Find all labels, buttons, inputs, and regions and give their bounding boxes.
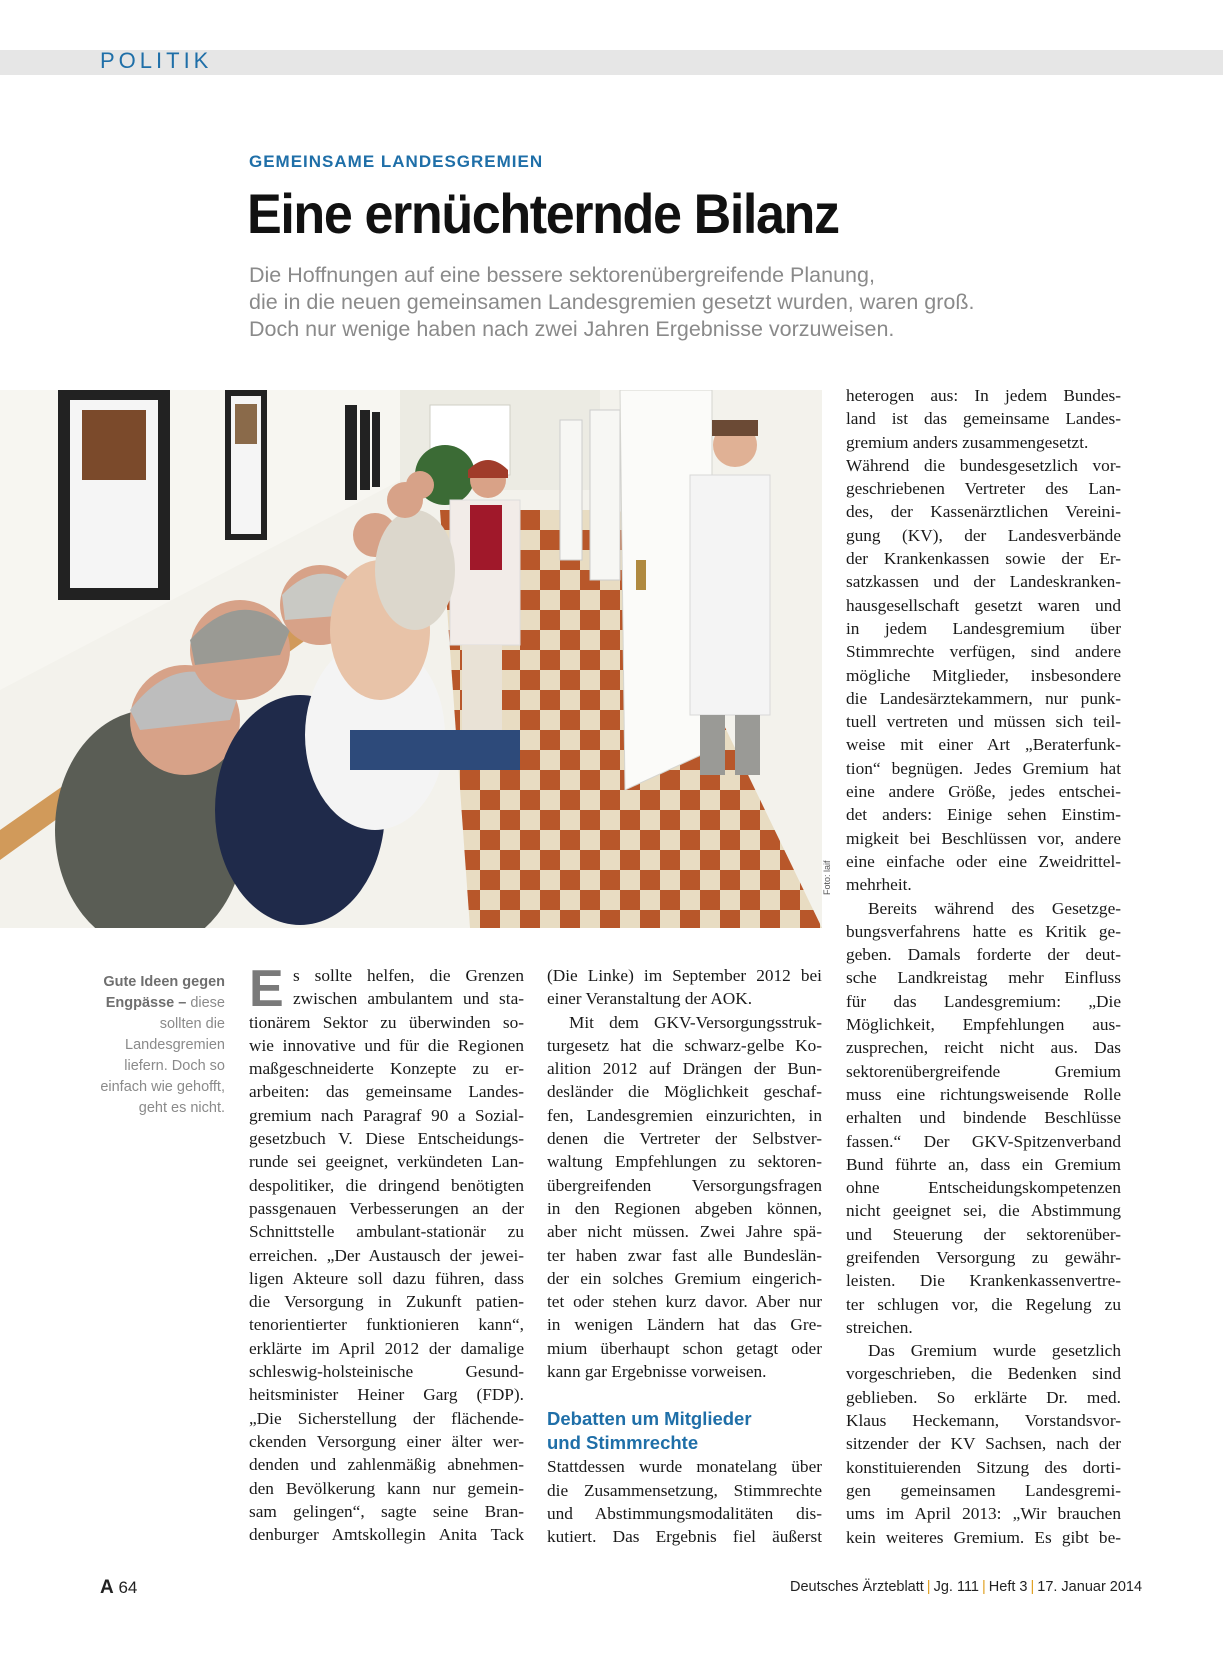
body-line: mögliche Mitglieder, insbesondere	[846, 665, 1121, 685]
drop-cap: E	[249, 960, 284, 1018]
journal-issue: Heft 3	[988, 1579, 1028, 1595]
body-line: nicht geeignet sei, die Abstimmung	[846, 1201, 1121, 1221]
body-line: gung (KV), der Landesverbände	[846, 525, 1121, 545]
body-line: konstituierenden Sitzung des dorti-	[846, 1457, 1121, 1477]
body-line: aber nicht müssen. Zwei Jahre spä-	[547, 1222, 822, 1242]
body-line: streichen.	[846, 1317, 913, 1337]
body-line: tet oder stehen kurz davor. Aber nur	[547, 1292, 822, 1312]
journal-volume: Jg. 111	[933, 1579, 979, 1595]
body-line: zusprechen, reicht nicht aus. Das	[846, 1038, 1121, 1058]
body-line: Möglichkeit, Empfehlungen aus-	[846, 1015, 1121, 1035]
subhead-line: Debatten um Mitglieder	[547, 1408, 752, 1430]
body-line: und Abstimmungsmodalitäten dis-	[547, 1503, 822, 1523]
body-line: runde sei geeignet, verkündeten Lan-	[249, 1152, 524, 1172]
section-subhead	[547, 1407, 822, 1455]
body-line: heitsminister Heiner Garg (FDP).	[249, 1385, 524, 1405]
lead-line: Doch nur wenige haben nach zwei Jahren Ergebnisse vorzuweisen.	[249, 317, 895, 341]
body-line: des, der Kassenärztlichen Vereini-	[846, 502, 1121, 522]
body-line: Schnittstelle ambulant-stationär zu	[249, 1222, 524, 1242]
body-line: fassen.“ Der GKV-Spitzenverband	[846, 1131, 1121, 1151]
body-line: leisten. Die Krankenkassenvertre-	[846, 1271, 1121, 1291]
body-line: arbeiten: das gemeinsame Landes-	[249, 1082, 524, 1102]
body-line: satzkassen und der Landeskranken-	[846, 572, 1121, 592]
body-line: „Die Sicherstellung der flächende-	[249, 1408, 524, 1428]
page-prefix: A	[100, 1577, 114, 1598]
lead-line: die in die neuen gemeinsamen Landesgremien gesetzt wurden, waren groß.	[249, 290, 975, 314]
body-line: kann gar Ergebnisse vorweisen.	[547, 1362, 767, 1382]
body-line: gesetzbuch V. Diese Entscheidungs-	[249, 1129, 524, 1149]
body-line: eine einfache oder eine Zweidrittel-	[846, 851, 1121, 871]
body-line: weise mit einer Art „Beraterfunk-	[846, 735, 1121, 755]
waiting-room-image	[0, 390, 822, 928]
body-line: turgesetz hat die schwarz-gelbe Ko-	[547, 1035, 822, 1055]
body-line: ohne Entscheidungskompetenzen	[846, 1178, 1121, 1198]
body-line: für das Landesgremium: „Die	[846, 991, 1121, 1011]
body-line: erklärte im April 2012 der damalige	[249, 1338, 524, 1358]
body-line: in jedem Landesgremium über	[846, 618, 1121, 638]
body-line: sam gelingen“, sagte seine Bran-	[249, 1501, 524, 1521]
article-headline: Eine ernüchternde Bilanz	[247, 182, 839, 245]
body-line: Stattdessen wurde monatelang über	[547, 1457, 822, 1477]
body-line: geschriebenen Vertreter des Lan-	[846, 479, 1121, 499]
caption-bold: Gute Ideen gegen Engpässe –	[103, 974, 225, 1011]
body-line: migkeit bei Beschlüssen vor, andere	[846, 828, 1121, 848]
body-line: passgenauen Verbesserungen an der	[249, 1198, 524, 1218]
body-line: hausgesellschaft gesetzt waren und	[846, 595, 1121, 615]
subhead-line: und Stimmrechte	[547, 1432, 699, 1454]
caption-text: diese sollten die Landesgremien liefern. Doch so einfach wie gehofft, geht es nicht.	[100, 995, 225, 1116]
body-line: tionärem Sektor zu überwinden so-	[249, 1012, 524, 1032]
body-line: sektorenübergreifende Gremium	[846, 1061, 1121, 1081]
body-line: maßgeschneiderte Konzepte zu er-	[249, 1059, 524, 1079]
body-line: Klaus Heckemann, Vorstandsvor-	[846, 1411, 1121, 1431]
section-label: POLITIK	[100, 48, 213, 73]
body-line: die Zusammensetzung, Stimmrechte	[547, 1480, 822, 1500]
body-line: Bund führte an, dass ein Gremium	[846, 1154, 1121, 1174]
body-line: kein weiteres Gremium. Es gibt be-	[846, 1527, 1121, 1547]
body-line: sche Landkreistag mehr Einfluss	[846, 968, 1121, 988]
body-line: det anders: Einige sehen Einstim-	[846, 805, 1121, 825]
body-line: Mit dem GKV-Versorgungsstruk-	[569, 1012, 822, 1032]
photo-credit: Foto: laif	[822, 860, 832, 895]
body-line: greifenden Versorgung zu gewähr-	[846, 1247, 1121, 1267]
body-line: mium überhaupt schon getagt oder	[547, 1338, 822, 1358]
body-line: muss eine richtungsweisende Rolle	[846, 1084, 1121, 1104]
body-column-3	[846, 384, 1121, 1549]
body-line: denden und zahlenmäßig abnehmen-	[249, 1455, 524, 1475]
body-line: in wenigen Ländern hat das Gre-	[547, 1315, 822, 1335]
body-line: mehrheit.	[846, 875, 912, 895]
body-line: geblieben. So erklärte Dr. med.	[846, 1387, 1121, 1407]
body-line: denburger Amtskollegin Anita Tack	[249, 1525, 524, 1545]
body-line: erhalten und bindende Beschlüsse	[846, 1108, 1121, 1128]
body-line: gremium anders zusammengesetzt.	[846, 432, 1089, 452]
article-kicker: GEMEINSAME LANDESGREMIEN	[249, 152, 544, 171]
body-line: die Landesärztekammern, nur punk-	[846, 688, 1121, 708]
body-line: vorgeschrieben, die Bedenken sind	[846, 1364, 1121, 1384]
body-line: zwischen ambulantem und sta-	[293, 989, 524, 1009]
body-line: eine andere Größe, jedes entschei-	[846, 782, 1121, 802]
page-number	[100, 1577, 137, 1599]
body-line: fen, Landesgremien einzurichten, in	[547, 1105, 822, 1125]
body-line: gremium nach Paragraf 90 a Sozial-	[249, 1105, 524, 1125]
article-photo	[0, 390, 822, 928]
body-line: wie innovative und für die Regionen	[249, 1035, 524, 1055]
body-line: tenorientierter funktionieren kann“,	[249, 1315, 524, 1335]
body-line: waltung Empfehlungen zu sektoren-	[547, 1152, 822, 1172]
body-line: schleswig-holsteinische Gesund-	[249, 1362, 524, 1382]
body-line: ums im April 2013: „Wir brauchen	[846, 1504, 1121, 1524]
body-line: heterogen aus: In jedem Bundes-	[846, 386, 1121, 405]
body-line: denen die Vertreter der Selbstver-	[547, 1129, 822, 1149]
body-line: Während die bundesgesetzlich vor-	[846, 455, 1121, 475]
page-number-value: 64	[118, 1578, 138, 1597]
body-line: übergreifenden Versorgungsfragen	[547, 1175, 822, 1195]
body-line: ter schlugen vor, die Regelung zu	[846, 1294, 1121, 1314]
body-line: der ein solches Gremium eingerich-	[547, 1268, 822, 1288]
body-line: und Steuerung der sektorenüber-	[846, 1224, 1121, 1244]
body-line: die Versorgung in Zukunft patien-	[249, 1292, 524, 1312]
journal-date: 17. Januar 2014	[1037, 1579, 1143, 1595]
body-line: Bereits während des Gesetzge-	[868, 898, 1121, 918]
body-line: sitzender der KV Sachsen, nach der	[846, 1434, 1121, 1454]
body-line: ter haben zwar fast alle Bundeslän-	[547, 1245, 822, 1265]
photo-caption	[90, 972, 225, 1119]
body-line: den Bevölkerung kann nur gemein-	[249, 1478, 524, 1498]
body-line: der Krankenkassen sowie der Er-	[846, 549, 1121, 569]
body-line: erreichen. „Der Austausch der jewei-	[249, 1245, 524, 1265]
body-line: s sollte helfen, die Grenzen	[293, 966, 524, 985]
body-line: bungsverfahrens hatte es Kritik ge-	[846, 921, 1121, 941]
body-line: ckenden Versorgung einer älter wer-	[249, 1431, 524, 1451]
body-line: in den Regionen abgeben können,	[547, 1198, 822, 1218]
body-line: despolitiker, die dringend benötigten	[249, 1175, 524, 1195]
body-line: geben. Damals forderte der deut-	[846, 945, 1121, 965]
body-line: land ist das gemeinsame Landes-	[846, 409, 1121, 429]
body-line: ligen Akteure soll dazu führen, dass	[249, 1268, 524, 1288]
journal-name: Deutsches Ärzteblatt	[790, 1579, 924, 1595]
body-line: einer Veranstaltung der AOK.	[547, 989, 753, 1009]
body-line: alition 2012 auf Drängen der Bun-	[547, 1059, 822, 1079]
body-line: Stimmrechte verfügen, sind andere	[846, 642, 1121, 662]
body-line: desländer die Möglichkeit geschaf-	[547, 1082, 822, 1102]
body-line: kutiert. Das Ergebnis fiel äußerst	[547, 1527, 822, 1547]
body-line: gen gemeinsamen Landesgremi-	[846, 1480, 1121, 1500]
body-line: (Die Linke) im September 2012 bei	[547, 966, 822, 985]
article-lead	[249, 262, 1089, 343]
lead-line: Die Hoffnungen auf eine bessere sektorenübergreifende Planung,	[249, 263, 875, 287]
body-line: Das Gremium wurde gesetzlich	[868, 1341, 1121, 1361]
body-line: tuell vertreten und müssen sich teil-	[846, 712, 1121, 732]
body-line: tion“ begnügen. Jedes Gremium hat	[846, 758, 1121, 778]
body-column-1	[249, 960, 524, 1546]
journal-footer: Deutsches Ärzteblatt | Jg. 111 | Heft 3 | 17. Januar 2014	[790, 1579, 1143, 1595]
body-column-2	[547, 964, 822, 1549]
